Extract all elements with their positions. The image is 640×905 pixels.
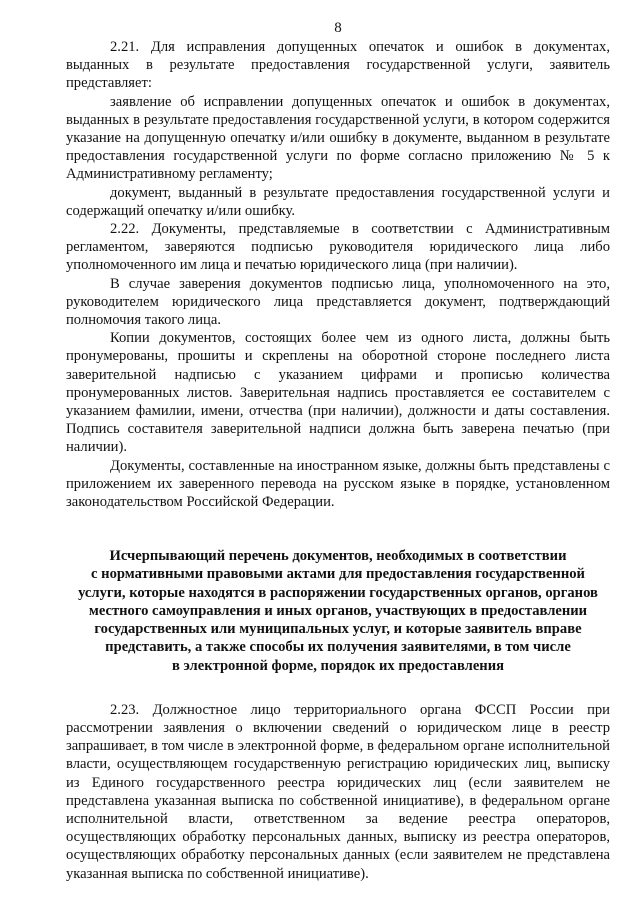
paragraph-issued-document: документ, выданный в результате предоставления государственной услуги и содержащий опечатку и/или ошибку. (66, 184, 610, 219)
section-heading-line: местного самоуправления и иных органов, участвующих в предоставлении (88, 602, 588, 619)
section-heading-line: услуги, которые находятся в распоряжении государственных органов, органов (78, 584, 598, 601)
section-heading-line: с нормативными правовыми актами для предоставления государственной (91, 566, 585, 583)
section-heading-line: представить, а также способы их получения заявителями, в том числе (105, 639, 571, 656)
section-heading (66, 547, 610, 674)
section-heading-line: государственных или муниципальных услуг, и которые заявитель вправе (94, 621, 582, 638)
section-heading-line: в электронной форме, порядок их предоставления (171, 657, 505, 674)
paragraph-2-23: 2.23. Должностное лицо территориального органа ФССП России при рассмотрении заявления о включении сведений о юридическом лице в реестр запрашивает, в том числе в электронной форме, в федеральном органе исполнительной власти, осуществляющем государственную регистрацию юридических лиц, выписку из Единого государственного реестра юридических лиц (если заявителем не представлена указанная выписка по собственной инициативе), в федеральном органе исполнительной власти, ответственном за ведение реестра операторов, осуществляющих обработку персональных данных, выписку из реестра операторов, осуществляющих обработку персональных данных (если заявителем не представлена указанная выписка по собственной инициативе). (66, 701, 610, 882)
paragraph-application: заявление об исправлении допущенных опечаток и ошибок в документах, выданных в результате предоставления государственной услуги, в котором содержится указание на допущенную опечатку и/или ошибку в документе, выданном в результате предоставления государственной услуги по форме согласно приложению № 5 к Административному регламенту; (66, 93, 610, 183)
paragraph-authorized-person: В случае заверения документов подписью лица, уполномоченного на это, руководителем юридического лица представляется документ, подтверждающий полномочия такого лица. (66, 275, 610, 329)
section-heading-line: Исчерпывающий перечень документов, необходимых в соответствии (109, 548, 567, 565)
spacer (66, 675, 610, 701)
page-number: 8 (334, 20, 342, 36)
paragraph-2-21: 2.21. Для исправления допущенных опечаток и ошибок в документах, выданных в результате предоставления государственной услуги, заявитель представляет: (66, 39, 610, 92)
paragraph-2-22: 2.22. Документы, представляемые в соответствии с Административным регламентом, заверяются подписью руководителя юридического лица либо уполномоченного им лица и печатью юридического лица (при наличии). (66, 221, 610, 274)
paragraph-foreign-language: Документы, составленные на иностранном языке, должны быть представлены с приложением их заверенного перевода на русском языке в порядке, установленном законодательством Российской Федерации. (66, 457, 610, 511)
paragraph-document-copies: Копии документов, состоящих более чем из одного листа, должны быть пронумерованы, прошиты и скреплены на оборотной стороне последнего листа заверительной надписью с указанием цифрами и прописью количества пронумерованных листов. Заверительная надпись проставляется ее составителем с указанием фамилии, имени, отчества (при наличии), должности и даты составления. Подпись составителя заверительной надписи должна быть заверена печатью (при наличии). (66, 330, 610, 456)
